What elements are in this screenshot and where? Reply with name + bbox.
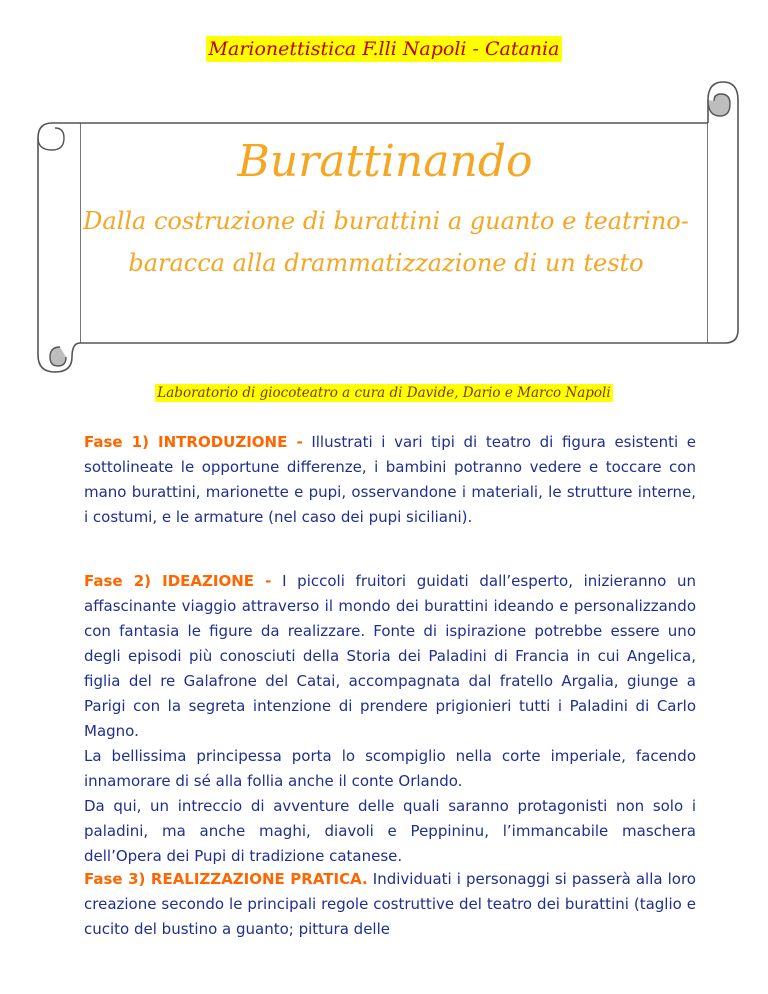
organizer-text: Marionettistica F.lli Napoli - Catania xyxy=(206,36,563,62)
phase-paragraph xyxy=(84,569,696,744)
phase-text: Illustrati i vari tipi di teatro di figura esistenti e sottolineate le opportune differenze, i bambini potranno vedere e toccare con mano burattini, marionette e pupi, osservandone i materiali, le strutture interne, i costumi, e le armature (nel caso dei pupi siciliani). xyxy=(84,433,696,526)
phase-paragraph: Da qui, un intreccio di avventure delle quali saranno protagonisti non solo i paladini, ma anche maghi, diavoli e Peppininu, l’immancabile maschera dell’Opera dei Pupi di tradizione catanese. xyxy=(84,797,696,865)
scroll-banner-icon xyxy=(0,0,768,380)
phase-paragraph: La bellissima principessa porta lo scompiglio nella corte imperiale, facendo innamorare di sé alla follia anche il conte Orlando. xyxy=(84,747,696,790)
phase-paragraph xyxy=(84,430,696,530)
credits-text: Laboratorio di giocoteatro a cura di Davide, Dario e Marco Napoli xyxy=(157,385,611,401)
phase-1 xyxy=(84,430,696,530)
phase-3 xyxy=(84,867,696,942)
phase-heading: Fase 3) REALIZZAZIONE PRATICA. xyxy=(84,870,368,888)
phase-text: I piccoli fruitori guidati dall’esperto, inizieranno un affascinante viaggio attraverso il mondo dei burattini ideando e personalizzando con fantasia le figure da realizzare. Fonte di ispirazione potrebbe essere uno degli episodi più conosciuti della Storia dei Paladini di Francia in cui Angelica, figlia del re Galafrone del Catai, accompagnata dal fratello Argalia, giunge a Parigi con la segreta intenzione di prendere prigionieri tutti i Paladini di Carlo Magno. xyxy=(84,572,696,740)
banner-subtitle: Dalla costruzione di burattini a guanto e teatrino-baracca alla drammatizzazione di un testo xyxy=(83,207,689,277)
phase-text: Individuati i personaggi si passerà alla loro creazione secondo le principali regole costruttive del teatro dei burattini (taglio e cucito del bustino a guanto; pittura delle xyxy=(84,870,696,938)
credits-line xyxy=(0,385,768,401)
phase-paragraph xyxy=(84,867,696,942)
phase-2 xyxy=(84,569,696,869)
phase-heading: Fase 2) IDEAZIONE - xyxy=(84,572,272,590)
phase-heading: Fase 1) INTRODUZIONE - xyxy=(84,433,303,451)
banner-title: Burattinando xyxy=(237,136,533,187)
